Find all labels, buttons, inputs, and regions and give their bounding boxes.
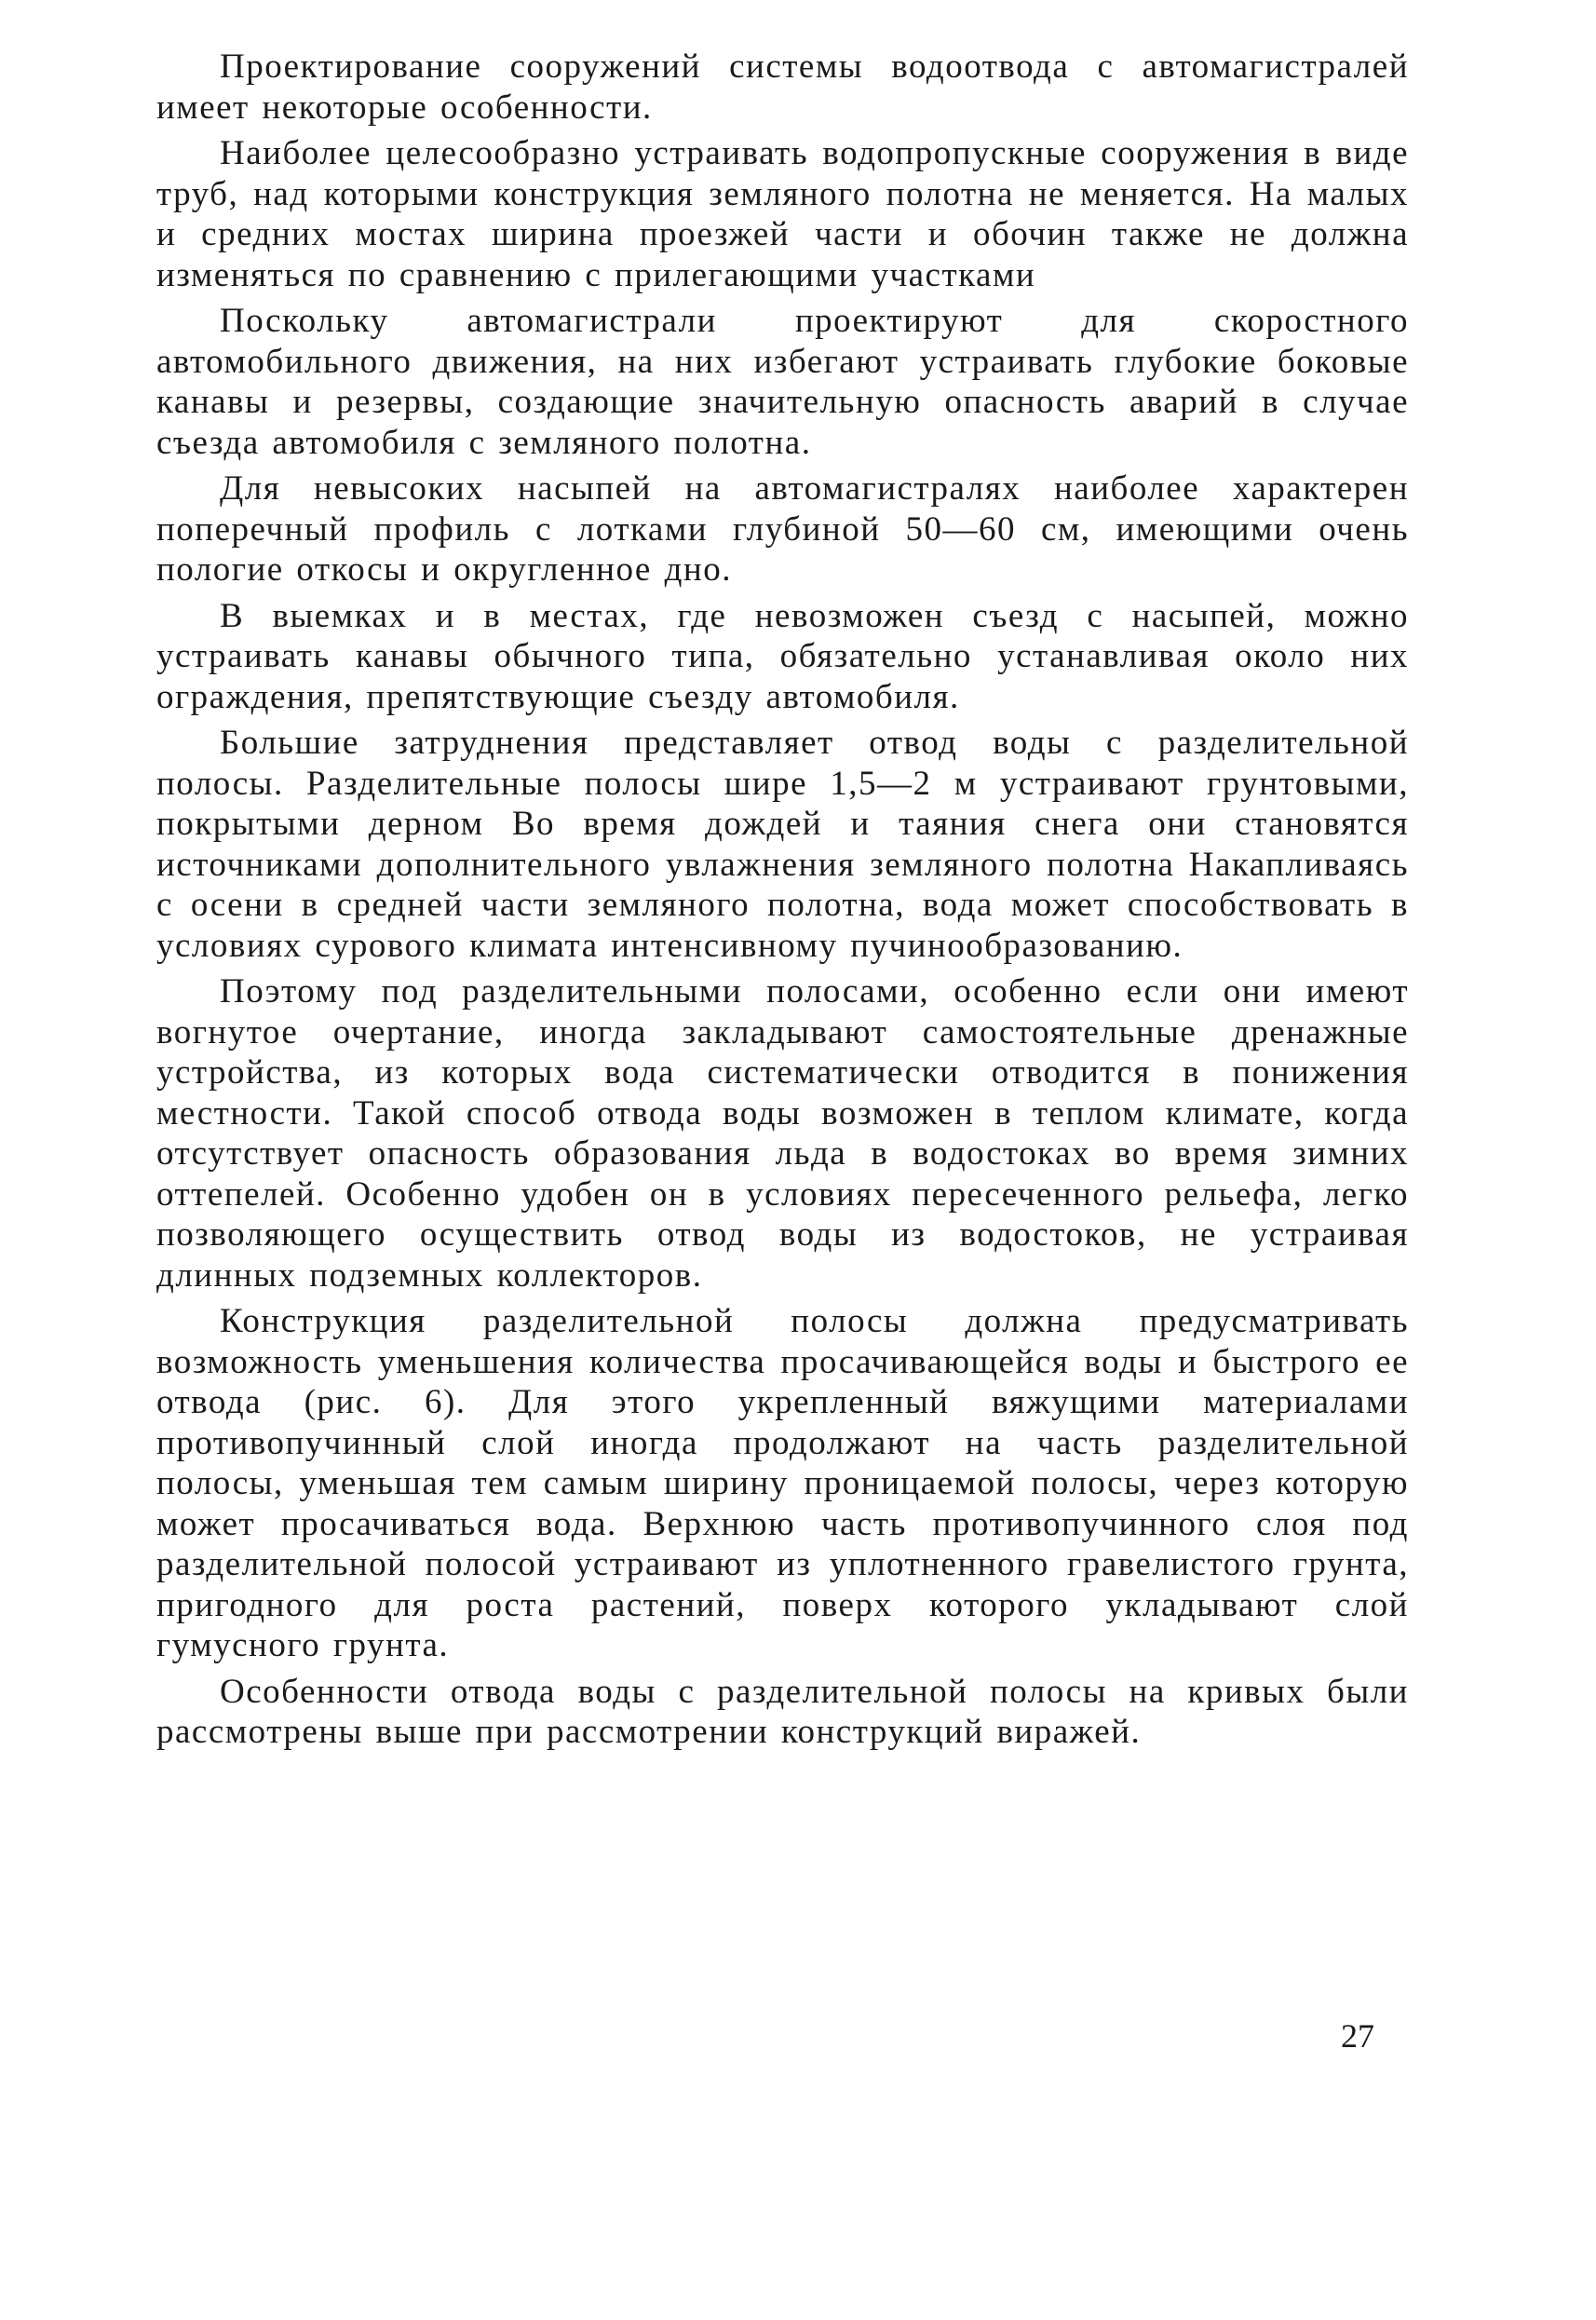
paragraph-7: Поэтому под разделительными полосами, особенно если они имеют вогнутое очертание, иногда закладывают самостоятельные дренажные устройства, из которых вода систематически отводится в понижения местности. Такой способ отвода воды возможен в теплом климате, когда отсутствует опасность образования льда в водостоках во время зимних оттепелей. Особенно удобен он в условиях пересеченного рельефа, легко позволяющего осуществить отвод воды из водостоков, не устраивая длинных подземных коллекторов. [156, 972, 1409, 1295]
paragraph-5: В выемках и в местах, где невозможен съезд с насыпей, можно устраивать канавы обычного типа, обязательно устанавливая около них ограждения, препятствующие съезду автомобиля. [156, 596, 1409, 716]
paragraph-8: Конструкция разделительной полосы должна предусматривать возможность уменьшения количества просачивающейся воды и быстрого ее отвода (рис. 6). Для этого укрепленный вяжущими материалами противопучинный слой иногда продолжают на часть разделительной полосы, уменьшая тем самым ширину проницаемой полосы, через которую может просачиваться вода. Верхнюю часть противопучинного слоя под разделительной полосой устраивают из уплотненного гравелистого грунта, пригодного для роста растений, поверх которого укладывают слой гумусного грунта. [156, 1302, 1409, 1664]
paragraph-2: Наиболее целесообразно устраивать водопропускные сооружения в виде труб, над которыми конструкция земляного полотна не меняется. На малых и средних мостах ширина проезжей части и обочин также не должна изменяться по сравнению с прилегающими участками [156, 134, 1409, 294]
paragraph-4: Для невысоких насыпей на автомагистралях наиболее характерен поперечный профиль с лотками глубиной 50—60 см, имеющими очень пологие откосы и округленное дно. [156, 469, 1409, 589]
page-body [156, 47, 1409, 1753]
paragraph-1: Проектирование сооружений системы водоотвода с автомагистралей имеет некоторые особенности. [156, 47, 1409, 127]
page-number: 27 [1341, 2017, 1374, 2055]
paragraph-3: Поскольку автомагистрали проектируют для скоростного автомобильного движения, на них избегают устраивать глубокие боковые канавы и резервы, создающие значительную опасность аварий в случае съезда автомобиля с земляного полотна. [156, 302, 1409, 462]
paragraph-9: Особенности отвода воды с разделительной полосы на кривых были рассмотрены выше при рассмотрении конструкций виражей. [156, 1672, 1409, 1751]
paragraph-6: Большие затруднения представляет отвод воды с разделительной полосы. Разделительные полосы шире 1,5—2 м устраивают грунтовыми, покрытыми дерном Во время дождей и таяния снега они становятся источниками дополнительного увлажнения земляного полотна Накапливаясь с осени в средней части земляного полотна, вода может способствовать в условиях сурового климата интенсивному пучинообразованию. [156, 724, 1409, 965]
